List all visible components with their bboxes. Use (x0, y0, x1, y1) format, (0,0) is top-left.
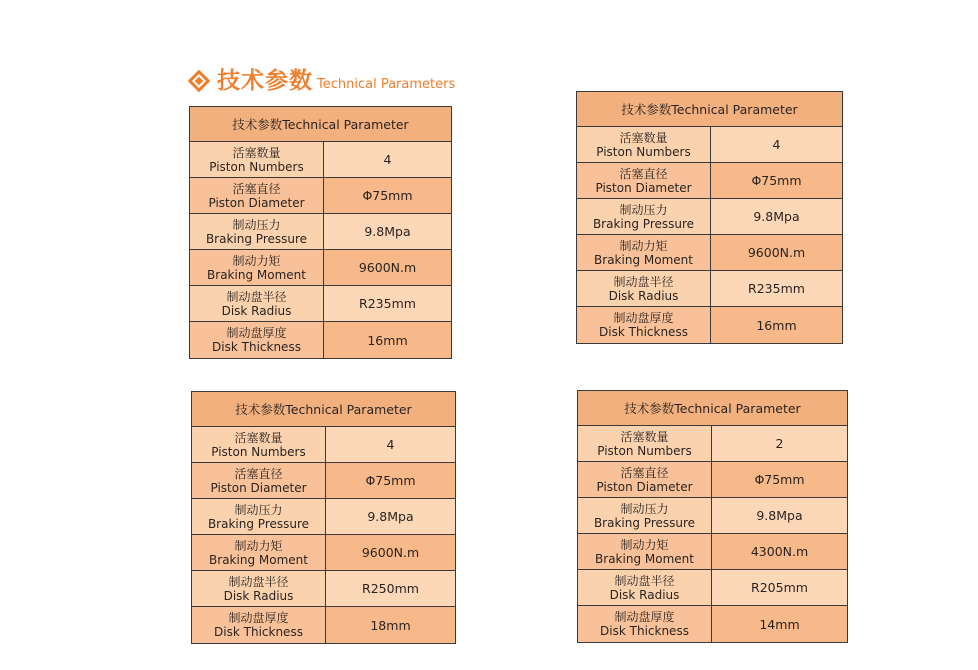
table-row (190, 214, 451, 250)
label-cn: 活塞直径 (232, 181, 281, 196)
row-label (190, 142, 324, 177)
row-value: 4300N.m (712, 534, 847, 569)
table-row (577, 163, 842, 199)
label-en: Disk Thickness (214, 625, 303, 639)
label-en: Piston Numbers (597, 443, 692, 458)
row-value: 9600N.m (711, 235, 842, 270)
table-header: 技术参数Technical Parameter (577, 92, 842, 127)
row-label (578, 534, 712, 569)
label-en: Disk Radius (609, 587, 680, 602)
table-row (192, 571, 455, 607)
label-cn: 制动压力 (232, 217, 281, 232)
table-row (578, 534, 847, 570)
table-row (577, 271, 842, 307)
table-header: 技术参数Technical Parameter (578, 391, 847, 426)
heading-english: Technical Parameters (317, 77, 456, 92)
row-value: 9.8Mpa (326, 499, 455, 534)
row-label (578, 570, 712, 605)
table-row (192, 463, 455, 499)
table-row (577, 235, 842, 271)
spec-table-1 (189, 106, 452, 359)
row-label (190, 250, 324, 285)
label-cn: 制动盘半径 (226, 289, 287, 304)
table-row (577, 199, 842, 235)
label-en: Disk Radius (221, 303, 292, 318)
row-value: 4 (324, 142, 451, 177)
table-row (192, 499, 455, 535)
label-en: Piston Diameter (596, 479, 693, 494)
label-en: Piston Numbers (596, 144, 691, 159)
row-label (578, 606, 712, 642)
row-value: Φ75mm (324, 178, 451, 213)
row-label (577, 163, 711, 198)
table-row (578, 570, 847, 606)
label-en: Braking Moment (594, 252, 693, 267)
table-row (190, 142, 451, 178)
table-header: 技术参数Technical Parameter (190, 107, 451, 142)
row-value: 9.8Mpa (712, 498, 847, 533)
label-cn: 活塞数量 (234, 430, 283, 445)
table-row (192, 535, 455, 571)
row-label (192, 535, 326, 570)
row-label (192, 607, 326, 643)
label-en: Disk Radius (608, 288, 679, 303)
row-label (190, 178, 324, 213)
row-value: R205mm (712, 570, 847, 605)
label-en: Braking Pressure (593, 515, 696, 530)
row-label (578, 498, 712, 533)
label-cn: 活塞数量 (619, 130, 668, 145)
table-header: 技术参数Technical Parameter (192, 392, 455, 427)
table-row (578, 606, 847, 642)
label-en: Piston Diameter (595, 180, 692, 195)
row-value: 9.8Mpa (324, 214, 451, 249)
label-cn: 活塞直径 (234, 466, 283, 481)
label-en: Disk Thickness (212, 340, 301, 354)
row-label (192, 427, 326, 462)
table-row (192, 427, 455, 463)
label-en: Braking Pressure (592, 216, 695, 231)
row-value: Φ75mm (326, 463, 455, 498)
spec-table-4 (577, 390, 848, 643)
row-label (192, 571, 326, 606)
table-row (578, 498, 847, 534)
table-row (578, 426, 847, 462)
label-cn: 制动力矩 (234, 538, 283, 553)
label-en: Braking Pressure (205, 231, 308, 246)
table-row (192, 607, 455, 643)
row-value: Φ75mm (711, 163, 842, 198)
table-row (577, 127, 842, 163)
diamond-icon (188, 70, 211, 93)
spec-table-2 (576, 91, 843, 344)
label-cn: 制动力矩 (232, 253, 281, 268)
label-en: Piston Diameter (208, 195, 305, 210)
row-value: R235mm (324, 286, 451, 321)
label-cn: 活塞数量 (620, 429, 669, 444)
label-en: Piston Diameter (210, 480, 307, 495)
label-en: Braking Moment (595, 551, 694, 566)
label-cn: 制动盘厚度 (614, 610, 675, 624)
row-value: Φ75mm (712, 462, 847, 497)
label-cn: 制动盘厚度 (226, 326, 287, 340)
label-cn: 制动盘厚度 (613, 311, 674, 325)
row-value: 16mm (324, 322, 451, 358)
table-row (578, 462, 847, 498)
label-cn: 制动盘厚度 (228, 611, 289, 625)
label-en: Braking Moment (209, 552, 308, 567)
label-cn: 制动压力 (234, 502, 283, 517)
row-value: 4 (711, 127, 842, 162)
table-row (190, 322, 451, 358)
label-cn: 制动盘半径 (613, 274, 674, 289)
spec-table-3 (191, 391, 456, 644)
row-value: 9600N.m (326, 535, 455, 570)
row-value: 4 (326, 427, 455, 462)
row-label (577, 235, 711, 270)
table-row (190, 286, 451, 322)
row-value: 9.8Mpa (711, 199, 842, 234)
row-value: 14mm (712, 606, 847, 642)
label-en: Braking Moment (207, 267, 306, 282)
row-value: 9600N.m (324, 250, 451, 285)
row-value: 2 (712, 426, 847, 461)
row-label (577, 307, 711, 343)
table-row (190, 250, 451, 286)
label-cn: 活塞直径 (620, 465, 669, 480)
row-label (578, 426, 712, 461)
label-cn: 制动盘半径 (614, 573, 675, 588)
row-value: R250mm (326, 571, 455, 606)
row-label (577, 271, 711, 306)
label-cn: 制动盘半径 (228, 574, 289, 589)
row-label (578, 462, 712, 497)
label-en: Braking Pressure (207, 516, 310, 531)
label-cn: 活塞数量 (232, 145, 281, 160)
row-value: 18mm (326, 607, 455, 643)
heading-chinese: 技术参数 (217, 68, 313, 94)
label-cn: 制动力矩 (619, 238, 668, 253)
row-label (577, 127, 711, 162)
label-en: Disk Thickness (600, 624, 689, 638)
row-label (192, 463, 326, 498)
row-value: R235mm (711, 271, 842, 306)
table-row (577, 307, 842, 343)
label-cn: 活塞直径 (619, 166, 668, 181)
row-label (190, 214, 324, 249)
row-value: 16mm (711, 307, 842, 343)
table-row (190, 178, 451, 214)
row-label (192, 499, 326, 534)
label-en: Piston Numbers (211, 444, 306, 459)
row-label (190, 322, 324, 358)
section-heading (187, 62, 455, 96)
label-cn: 制动力矩 (620, 537, 669, 552)
label-en: Piston Numbers (209, 159, 304, 174)
label-cn: 制动压力 (620, 501, 669, 516)
label-cn: 制动压力 (619, 202, 668, 217)
row-label (190, 286, 324, 321)
label-en: Disk Thickness (599, 325, 688, 339)
row-label (577, 199, 711, 234)
label-en: Disk Radius (223, 588, 294, 603)
